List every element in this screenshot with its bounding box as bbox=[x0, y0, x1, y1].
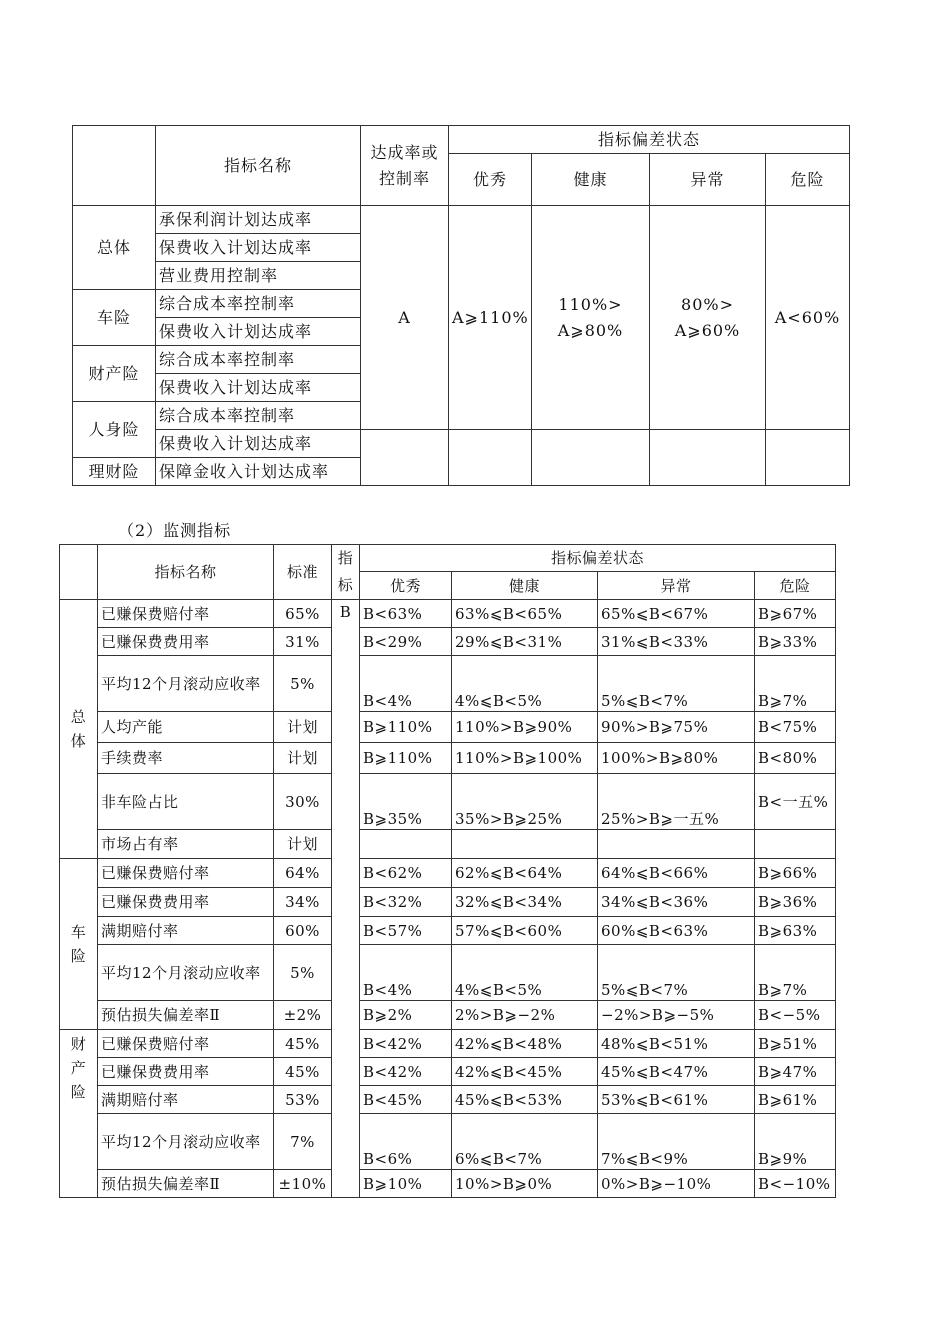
item-name: 保费收入计划达成率 bbox=[156, 430, 361, 458]
row-name: 平均12个月滚动应收率 bbox=[98, 656, 274, 712]
row-danger: B<−5% bbox=[755, 1001, 836, 1030]
header-blank bbox=[73, 126, 156, 206]
threshold-healthy bbox=[532, 206, 650, 430]
row-abnormal bbox=[598, 830, 755, 859]
row-healthy bbox=[452, 830, 598, 859]
row-abnormal: 7%⩽B<9% bbox=[598, 1114, 755, 1170]
row-standard: 45% bbox=[274, 1058, 332, 1086]
row-name: 非车险占比 bbox=[98, 774, 274, 830]
rate-symbol: A bbox=[361, 206, 449, 430]
section-title: （2）监测指标 bbox=[118, 521, 232, 540]
row-abnormal: 60%⩽B<63% bbox=[598, 917, 755, 945]
row-name: 已赚保费费用率 bbox=[98, 888, 274, 917]
header-healthy: 健康 bbox=[452, 572, 598, 600]
row-excellent: B<45% bbox=[360, 1086, 452, 1114]
row-danger: B⩾67% bbox=[755, 600, 836, 628]
row-excellent: B⩾35% bbox=[360, 774, 452, 830]
row-danger: B⩾7% bbox=[755, 656, 836, 712]
row-standard: 5% bbox=[274, 656, 332, 712]
row-standard: 5% bbox=[274, 945, 332, 1001]
row-danger: B⩾63% bbox=[755, 917, 836, 945]
row-danger: B<80% bbox=[755, 743, 836, 774]
row-abnormal: 48%⩽B<51% bbox=[598, 1030, 755, 1058]
row-name: 市场占有率 bbox=[98, 830, 274, 859]
row-excellent: B<42% bbox=[360, 1058, 452, 1086]
row-name: 已赚保费费用率 bbox=[98, 628, 274, 656]
row-excellent: B<63% bbox=[360, 600, 452, 628]
row-excellent: B<4% bbox=[360, 945, 452, 1001]
header-name: 指标名称 bbox=[156, 126, 361, 206]
row-healthy: 45%⩽B<53% bbox=[452, 1086, 598, 1114]
empty-cell bbox=[650, 430, 766, 486]
row-standard: 计划 bbox=[274, 743, 332, 774]
row-standard: 7% bbox=[274, 1114, 332, 1170]
empty-cell bbox=[361, 430, 449, 486]
header-abnormal: 异常 bbox=[650, 154, 766, 206]
row-abnormal: 100%>B⩾80% bbox=[598, 743, 755, 774]
row-standard: 计划 bbox=[274, 712, 332, 743]
row-abnormal: −2%>B⩾−5% bbox=[598, 1001, 755, 1030]
row-healthy: 32%⩽B<34% bbox=[452, 888, 598, 917]
empty-cell bbox=[449, 430, 532, 486]
row-name: 满期赔付率 bbox=[98, 1086, 274, 1114]
item-name: 综合成本率控制率 bbox=[156, 346, 361, 374]
row-standard: 53% bbox=[274, 1086, 332, 1114]
row-danger: B⩾47% bbox=[755, 1058, 836, 1086]
row-name: 已赚保费费用率 bbox=[98, 1058, 274, 1086]
item-name: 综合成本率控制率 bbox=[156, 290, 361, 318]
row-excellent bbox=[360, 830, 452, 859]
threshold-abnormal-1: 80%> bbox=[681, 294, 734, 314]
row-standard: ±10% bbox=[274, 1170, 332, 1198]
row-healthy: 2%>B⩾−2% bbox=[452, 1001, 598, 1030]
row-healthy: 110%>B⩾100% bbox=[452, 743, 598, 774]
row-name: 已赚保费赔付率 bbox=[98, 859, 274, 888]
header-healthy: 健康 bbox=[532, 154, 650, 206]
kpi-table bbox=[72, 125, 850, 486]
group-property: 财产险 bbox=[60, 1030, 98, 1198]
row-name: 人均产能 bbox=[98, 712, 274, 743]
header-rate: 达成率或控制率 bbox=[361, 126, 449, 206]
row-healthy: 42%⩽B<48% bbox=[452, 1030, 598, 1058]
row-name: 手续费率 bbox=[98, 743, 274, 774]
item-name: 承保利润计划达成率 bbox=[156, 206, 361, 234]
threshold-danger: A<60% bbox=[766, 206, 850, 430]
row-abnormal: 45%⩽B<47% bbox=[598, 1058, 755, 1086]
group-wealth: 理财险 bbox=[73, 458, 156, 486]
row-standard: 计划 bbox=[274, 830, 332, 859]
row-healthy: 6%⩽B<7% bbox=[452, 1114, 598, 1170]
row-excellent: B<29% bbox=[360, 628, 452, 656]
header-deviation: 指标偏差状态 bbox=[449, 126, 850, 154]
row-healthy: 42%⩽B<45% bbox=[452, 1058, 598, 1086]
row-abnormal: 25%>B⩾一五% bbox=[598, 774, 755, 830]
empty-cell bbox=[532, 430, 650, 486]
row-abnormal: 53%⩽B<61% bbox=[598, 1086, 755, 1114]
header-excellent: 优秀 bbox=[360, 572, 452, 600]
row-excellent: B<32% bbox=[360, 888, 452, 917]
header-blank bbox=[60, 545, 98, 600]
empty-cell bbox=[766, 430, 850, 486]
row-name: 已赚保费赔付率 bbox=[98, 1030, 274, 1058]
row-danger: B<−10% bbox=[755, 1170, 836, 1198]
row-abnormal: 34%⩽B<36% bbox=[598, 888, 755, 917]
row-abnormal: 64%⩽B<66% bbox=[598, 859, 755, 888]
group-life: 人身险 bbox=[73, 402, 156, 458]
row-excellent: B<42% bbox=[360, 1030, 452, 1058]
item-name: 综合成本率控制率 bbox=[156, 402, 361, 430]
row-name: 预估损失偏差率Ⅱ bbox=[98, 1170, 274, 1198]
item-name: 保费收入计划达成率 bbox=[156, 374, 361, 402]
row-abnormal: 31%⩽B<33% bbox=[598, 628, 755, 656]
row-name: 已赚保费赔付率 bbox=[98, 600, 274, 628]
row-excellent: B⩾2% bbox=[360, 1001, 452, 1030]
row-name: 平均12个月滚动应收率 bbox=[98, 1114, 274, 1170]
group-car: 车险 bbox=[73, 290, 156, 346]
row-danger: B⩾33% bbox=[755, 628, 836, 656]
row-excellent: B<6% bbox=[360, 1114, 452, 1170]
row-excellent: B⩾10% bbox=[360, 1170, 452, 1198]
row-healthy: 63%⩽B<65% bbox=[452, 600, 598, 628]
header-danger: 危险 bbox=[766, 154, 850, 206]
header-abnormal: 异常 bbox=[598, 572, 755, 600]
header-deviation: 指标偏差状态 bbox=[360, 545, 836, 572]
row-name: 满期赔付率 bbox=[98, 917, 274, 945]
group-overall: 总体 bbox=[60, 600, 98, 859]
row-excellent: B<62% bbox=[360, 859, 452, 888]
row-abnormal: 5%⩽B<7% bbox=[598, 656, 755, 712]
row-abnormal: 0%>B⩾−10% bbox=[598, 1170, 755, 1198]
row-healthy: 57%⩽B<60% bbox=[452, 917, 598, 945]
row-healthy: 4%⩽B<5% bbox=[452, 656, 598, 712]
row-excellent: B⩾110% bbox=[360, 712, 452, 743]
row-standard: 30% bbox=[274, 774, 332, 830]
group-overall: 总体 bbox=[73, 206, 156, 290]
row-standard: 60% bbox=[274, 917, 332, 945]
row-healthy: 4%⩽B<5% bbox=[452, 945, 598, 1001]
item-name: 营业费用控制率 bbox=[156, 262, 361, 290]
row-standard: 65% bbox=[274, 600, 332, 628]
row-standard: 34% bbox=[274, 888, 332, 917]
row-excellent: B<57% bbox=[360, 917, 452, 945]
threshold-healthy-1: 110%> bbox=[558, 294, 623, 314]
threshold-abnormal-2: A⩾60% bbox=[674, 320, 741, 340]
row-danger bbox=[755, 830, 836, 859]
row-danger: B⩾7% bbox=[755, 945, 836, 1001]
header-danger: 危险 bbox=[755, 572, 836, 600]
header-excellent: 优秀 bbox=[449, 154, 532, 206]
row-standard: 64% bbox=[274, 859, 332, 888]
row-abnormal: 65%⩽B<67% bbox=[598, 600, 755, 628]
group-property: 财产险 bbox=[73, 346, 156, 402]
header-name: 指标名称 bbox=[98, 545, 274, 600]
row-standard: ±2% bbox=[274, 1001, 332, 1030]
threshold-excellent: A⩾110% bbox=[449, 206, 532, 430]
row-danger: B⩾61% bbox=[755, 1086, 836, 1114]
header-indicator: 指标 bbox=[332, 545, 360, 600]
row-abnormal: 5%⩽B<7% bbox=[598, 945, 755, 1001]
threshold-abnormal bbox=[650, 206, 766, 430]
row-healthy: 10%>B⩾0% bbox=[452, 1170, 598, 1198]
row-standard: 45% bbox=[274, 1030, 332, 1058]
row-danger: B<75% bbox=[755, 712, 836, 743]
row-name: 平均12个月滚动应收率 bbox=[98, 945, 274, 1001]
row-abnormal: 90%>B⩾75% bbox=[598, 712, 755, 743]
row-healthy: 62%⩽B<64% bbox=[452, 859, 598, 888]
row-danger: B<一五% bbox=[755, 774, 836, 830]
row-danger: B⩾9% bbox=[755, 1114, 836, 1170]
threshold-healthy-2: A⩾80% bbox=[557, 320, 624, 340]
row-healthy: 29%⩽B<31% bbox=[452, 628, 598, 656]
header-standard: 标准 bbox=[274, 545, 332, 600]
row-healthy: 110%>B⩾90% bbox=[452, 712, 598, 743]
row-excellent: B<4% bbox=[360, 656, 452, 712]
monitor-table bbox=[59, 544, 836, 1198]
item-name: 保费收入计划达成率 bbox=[156, 234, 361, 262]
row-standard: 31% bbox=[274, 628, 332, 656]
row-danger: B⩾66% bbox=[755, 859, 836, 888]
row-excellent: B⩾110% bbox=[360, 743, 452, 774]
group-car: 车险 bbox=[60, 859, 98, 1030]
row-danger: B⩾51% bbox=[755, 1030, 836, 1058]
row-danger: B⩾36% bbox=[755, 888, 836, 917]
row-healthy: 35%>B⩾25% bbox=[452, 774, 598, 830]
item-name: 保障金收入计划达成率 bbox=[156, 458, 361, 486]
indicator-symbol: B bbox=[332, 600, 360, 1198]
row-name: 预估损失偏差率Ⅱ bbox=[98, 1001, 274, 1030]
item-name: 保费收入计划达成率 bbox=[156, 318, 361, 346]
